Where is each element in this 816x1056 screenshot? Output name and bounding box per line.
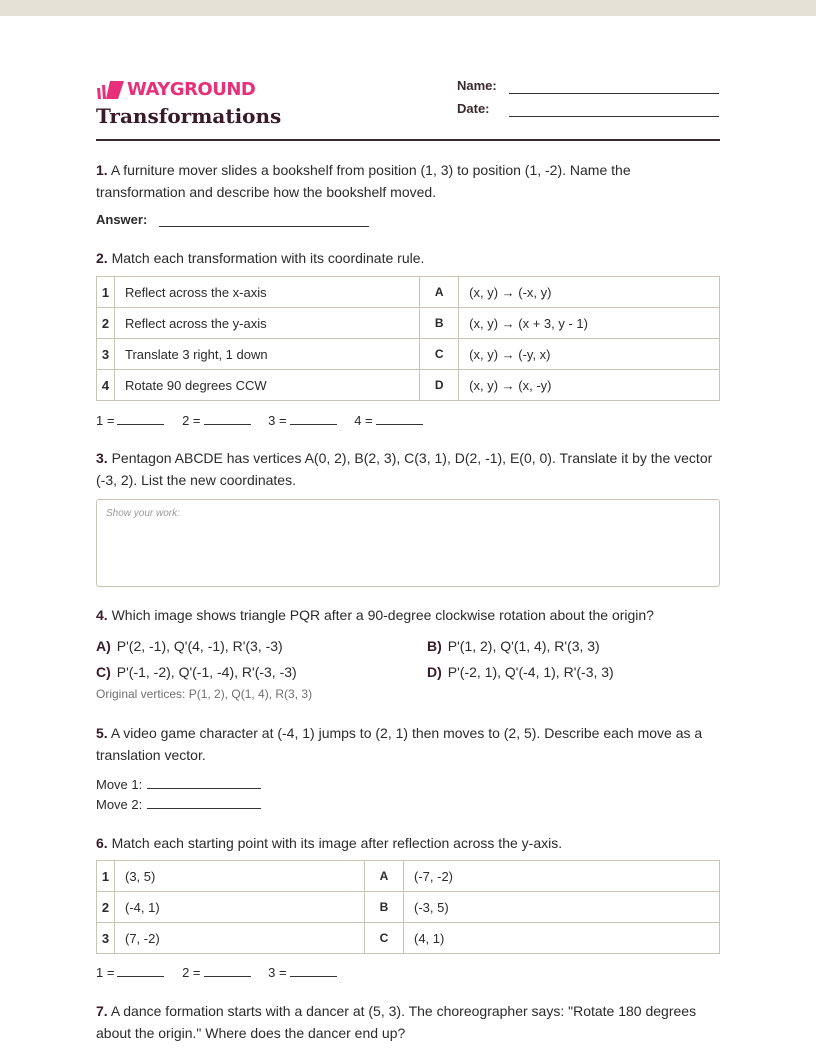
option-c[interactable] <box>96 664 297 680</box>
name-label: Name: <box>457 78 497 93</box>
question-3 <box>96 447 720 491</box>
option-letter: B) <box>427 638 442 654</box>
matching-table-reflections <box>96 860 720 954</box>
blank-label: 2 = <box>182 413 201 428</box>
question-2 <box>96 247 720 269</box>
move-1-line[interactable] <box>147 776 261 789</box>
question-text: Match each transformation with its coordinate rule. <box>111 250 425 266</box>
blank-line[interactable] <box>376 412 423 425</box>
rule-letter: A <box>420 277 459 308</box>
point-cell: (-4, 1) <box>115 892 365 923</box>
blank-label: 1 = <box>96 965 115 980</box>
blank-item[interactable] <box>96 412 164 428</box>
blank-line[interactable] <box>117 412 164 425</box>
blank-item[interactable] <box>268 964 336 980</box>
logo-text: WAYGROUND <box>127 79 256 100</box>
question-number: 4. <box>96 607 108 623</box>
transformation-cell: Translate 3 right, 1 down <box>115 339 420 370</box>
date-field[interactable] <box>457 101 509 116</box>
worksheet-page <box>96 16 720 1041</box>
question-1 <box>96 159 720 203</box>
rule-cell: (x, y) → (-x, y) <box>459 277 720 308</box>
matching-table-transformations <box>96 276 720 401</box>
blank-item[interactable] <box>354 412 422 428</box>
date-label: Date: <box>457 101 490 116</box>
answer-label: Answer: <box>96 212 148 227</box>
point-cell: (3, 5) <box>115 861 365 892</box>
option-letter: D) <box>427 664 442 680</box>
work-area[interactable] <box>96 499 720 587</box>
blank-label: 3 = <box>268 413 287 428</box>
question-text: A furniture mover slides a bookshelf from position (1, 3) to position (1, -2). Name the transformation and describe how the bookshelf moved. <box>96 162 631 200</box>
question-number: 1. <box>96 162 108 178</box>
name-line[interactable] <box>509 93 719 94</box>
image-letter: B <box>365 892 404 923</box>
option-text: P'(1, 2), Q'(1, 4), R'(3, 3) <box>447 638 600 654</box>
question-5 <box>96 722 720 766</box>
option-letter: A) <box>96 638 111 654</box>
blank-label: 3 = <box>268 965 287 980</box>
rule-cell: (x, y) → (x, -y) <box>459 370 720 401</box>
blank-label: 1 = <box>96 413 115 428</box>
rule-letter: B <box>420 308 459 339</box>
logo-mark-icon <box>96 81 126 99</box>
option-text: P'(-2, 1), Q'(-4, 1), R'(-3, 3) <box>447 664 614 680</box>
move-1-row[interactable] <box>96 776 261 792</box>
table-row <box>97 370 720 401</box>
move-1-label: Move 1: <box>96 777 143 792</box>
work-placeholder: Show your work: <box>106 508 180 519</box>
blank-label: 2 = <box>182 965 201 980</box>
image-cell: (-3, 5) <box>404 892 720 923</box>
question-text: A dance formation starts with a dancer at (5, 3). The choreographer says: "Rotate 180 degrees about the origin." Where does the dancer end up? <box>96 1003 697 1041</box>
image-cell: (-7, -2) <box>404 861 720 892</box>
question-text: Which image shows triangle PQR after a 90-degree clockwise rotation about the origin? <box>111 607 654 623</box>
row-number: 3 <box>97 923 115 954</box>
transformation-cell: Reflect across the x-axis <box>115 277 420 308</box>
table-row <box>97 861 720 892</box>
top-strip <box>0 0 816 16</box>
image-cell: (4, 1) <box>404 923 720 954</box>
page-title: Transformations <box>96 104 282 128</box>
image-letter: C <box>365 923 404 954</box>
option-text: P'(2, -1), Q'(4, -1), R'(3, -3) <box>116 638 283 654</box>
blank-line[interactable] <box>117 964 164 977</box>
question-number: 6. <box>96 835 108 851</box>
question-text: Match each starting point with its image after reflection across the y-axis. <box>111 835 563 851</box>
row-number: 1 <box>97 277 115 308</box>
table-row <box>97 923 720 954</box>
original-vertices-note: Original vertices: P(1, 2), Q(1, 4), R(3, 3) <box>96 687 313 701</box>
answer-row[interactable] <box>96 212 369 227</box>
table-row <box>97 339 720 370</box>
row-number: 2 <box>97 892 115 923</box>
move-2-line[interactable] <box>147 796 261 809</box>
blank-item[interactable] <box>96 964 164 980</box>
table-row <box>97 308 720 339</box>
option-letter: C) <box>96 664 111 680</box>
transformation-cell: Rotate 90 degrees CCW <box>115 370 420 401</box>
move-2-label: Move 2: <box>96 797 143 812</box>
answer-line[interactable] <box>159 212 369 227</box>
question-text: Pentagon ABCDE has vertices A(0, 2), B(2, 3), C(3, 1), D(2, -1), E(0, 0). Translate it by the vector (-3, 2). List the new coordinates. <box>96 450 713 488</box>
transformation-cell: Reflect across the y-axis <box>115 308 420 339</box>
option-d[interactable] <box>427 664 614 680</box>
image-letter: A <box>365 861 404 892</box>
match-answer-blanks <box>96 964 351 980</box>
question-6 <box>96 832 720 854</box>
blank-line[interactable] <box>290 964 337 977</box>
question-number: 3. <box>96 450 108 466</box>
option-a[interactable] <box>96 638 283 654</box>
worksheet-header <box>96 16 720 141</box>
question-text: A video game character at (-4, 1) jumps to (2, 1) then moves to (2, 5). Describe each move as a translation vector. <box>96 725 703 763</box>
blank-line[interactable] <box>204 412 251 425</box>
point-cell: (7, -2) <box>115 923 365 954</box>
rule-letter: C <box>420 339 459 370</box>
rule-cell: (x, y) → (x + 3, y - 1) <box>459 308 720 339</box>
blank-item[interactable] <box>182 964 250 980</box>
question-number: 2. <box>96 250 108 266</box>
brand-logo <box>96 79 255 100</box>
match-answer-blanks <box>96 412 437 428</box>
row-number: 4 <box>97 370 115 401</box>
rule-letter: D <box>420 370 459 401</box>
blank-label: 4 = <box>354 413 373 428</box>
question-4 <box>96 604 720 626</box>
row-number: 1 <box>97 861 115 892</box>
question-number: 7. <box>96 1003 108 1019</box>
table-row <box>97 277 720 308</box>
blank-item[interactable] <box>182 412 250 428</box>
question-7 <box>96 1000 720 1044</box>
name-field[interactable] <box>457 78 509 93</box>
question-number: 5. <box>96 725 108 741</box>
date-line[interactable] <box>509 116 719 117</box>
option-b[interactable] <box>427 638 600 654</box>
rule-cell: (x, y) → (-y, x) <box>459 339 720 370</box>
blank-line[interactable] <box>204 964 251 977</box>
blank-line[interactable] <box>290 412 337 425</box>
table-row <box>97 892 720 923</box>
blank-item[interactable] <box>268 412 336 428</box>
row-number: 2 <box>97 308 115 339</box>
move-2-row[interactable] <box>96 796 261 812</box>
row-number: 3 <box>97 339 115 370</box>
option-text: P'(-1, -2), Q'(-1, -4), R'(-3, -3) <box>116 664 297 680</box>
